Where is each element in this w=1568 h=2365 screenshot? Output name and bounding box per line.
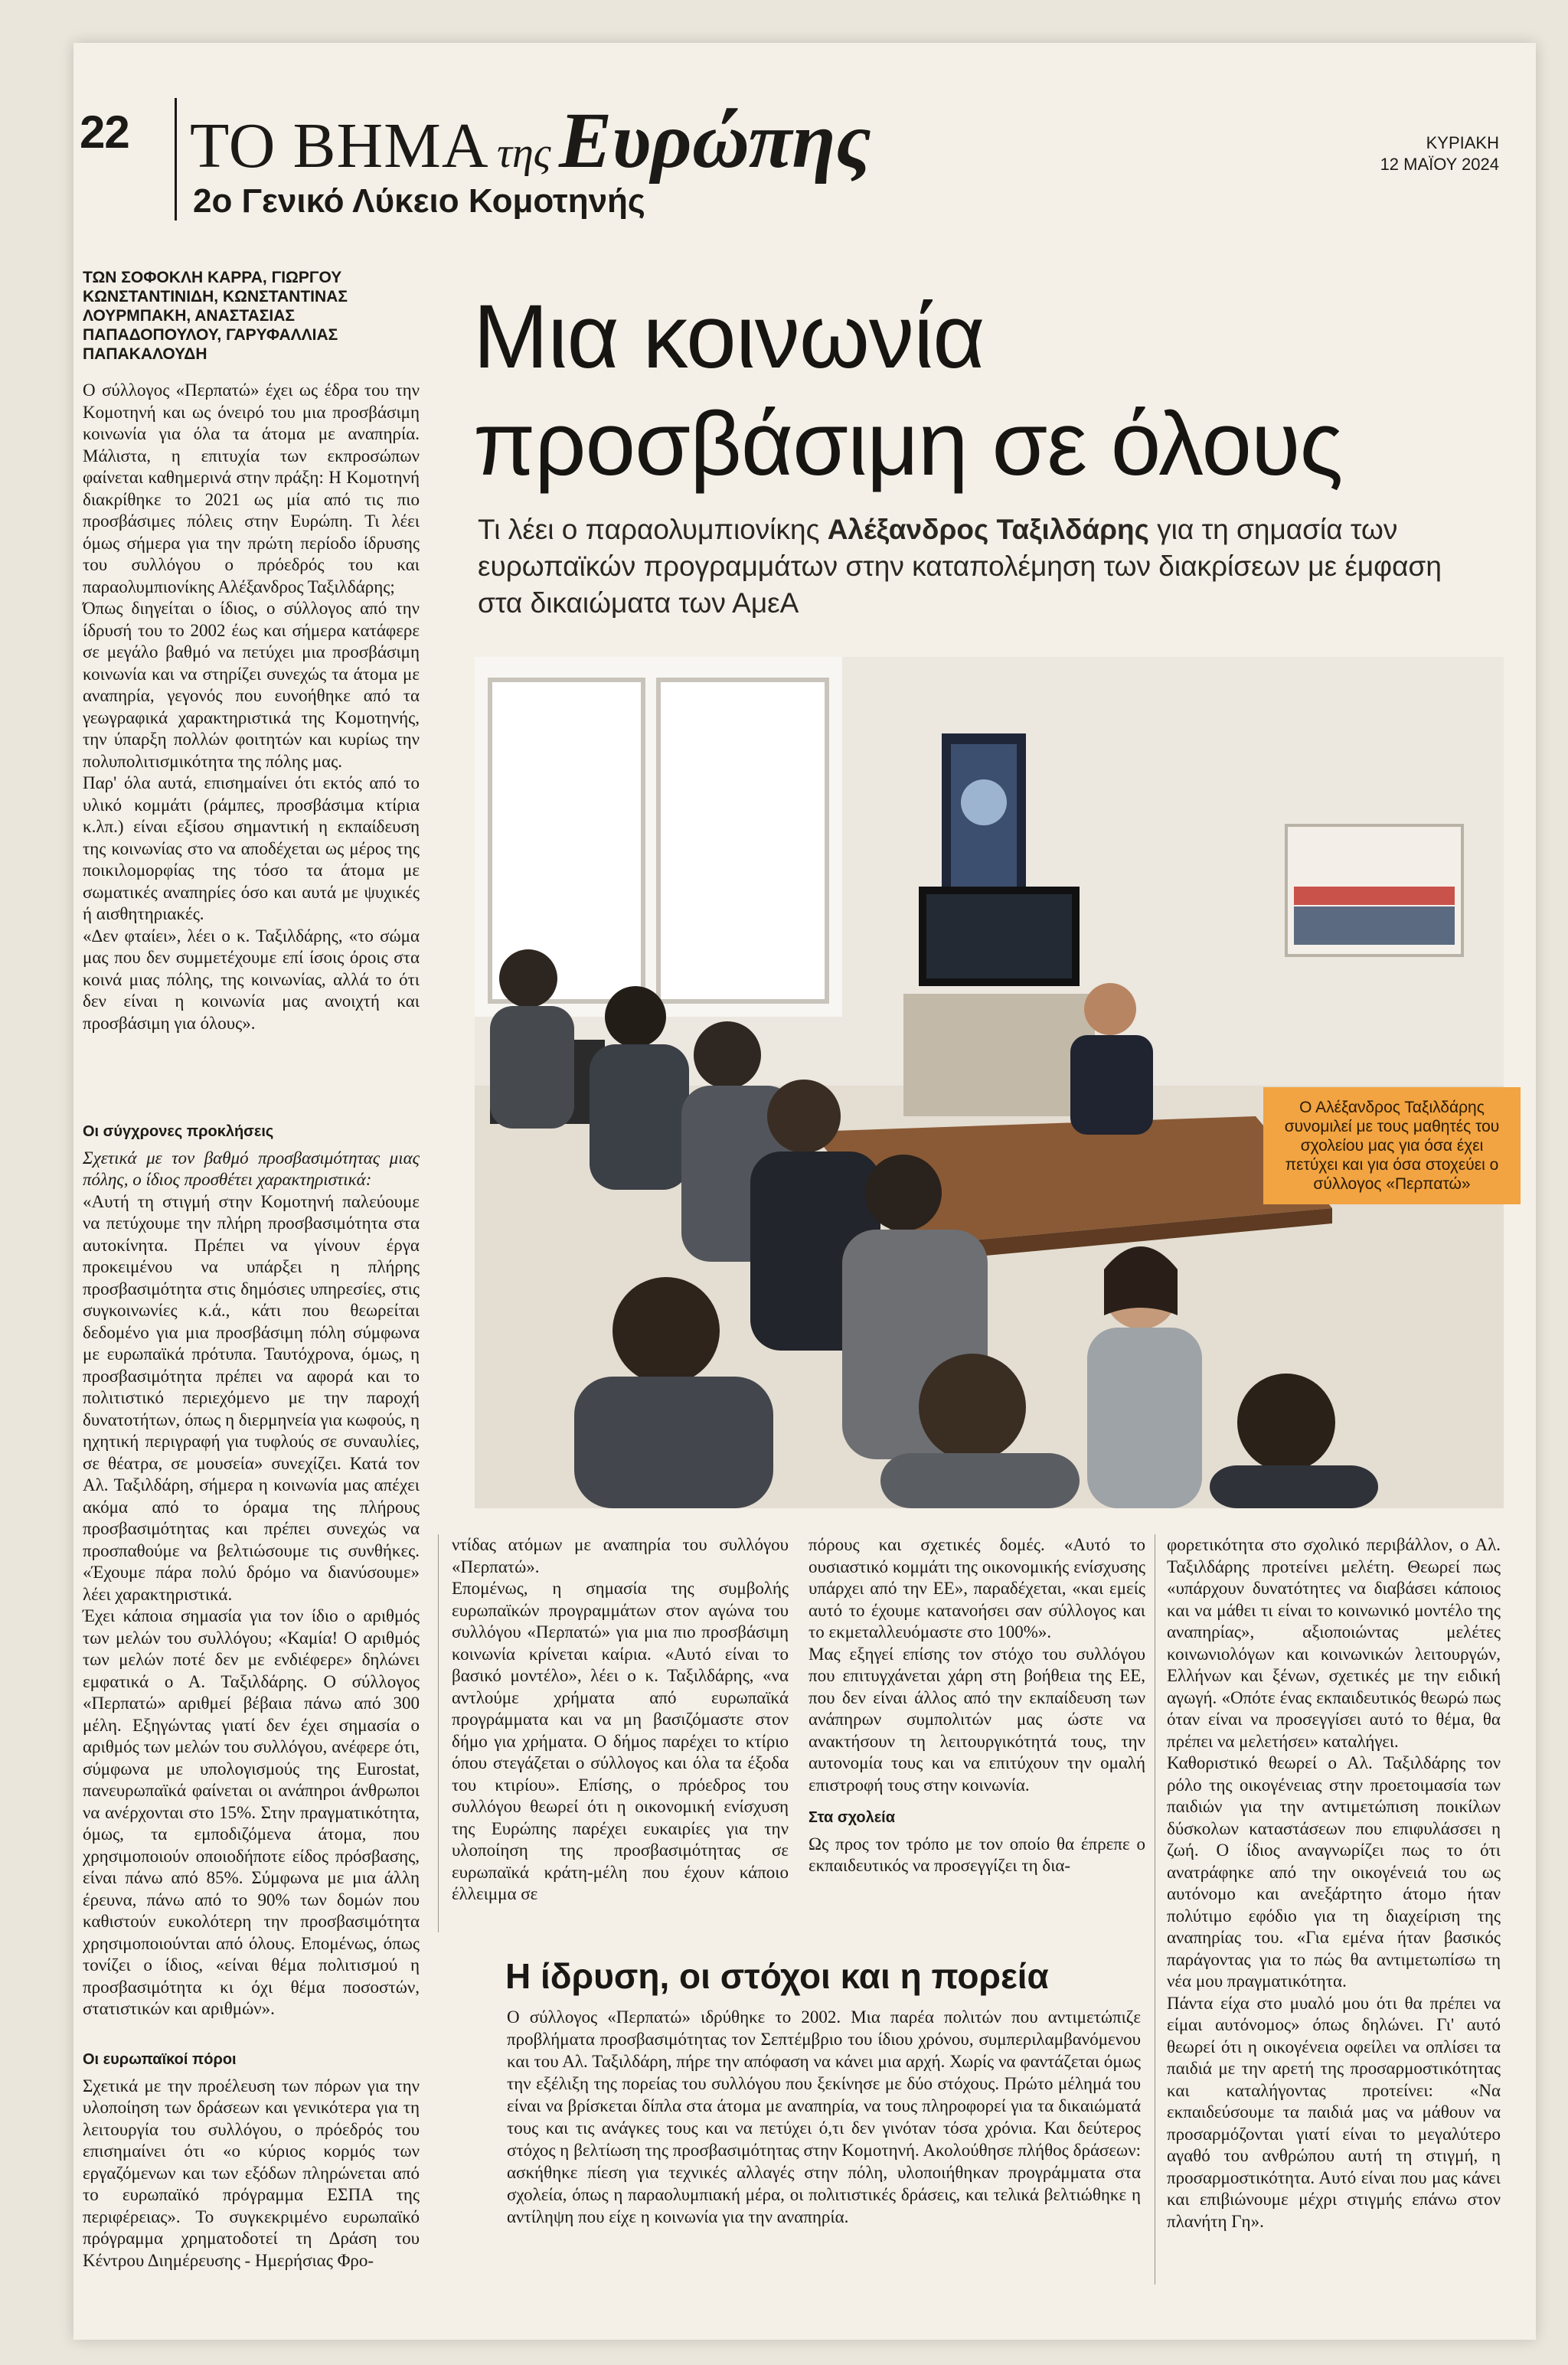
column-1-bottom [83,2038,420,2272]
headline-line1: Μια κοινωνία [473,286,985,387]
subheading-challenges: Οι σύγχρονες προκλήσεις [83,1123,274,1140]
paragraph: ντίδας ατόμων με αναπηρία του συλλόγου «Περπατώ». [452,1535,789,1576]
headline [473,283,1423,498]
subhead [478,511,1442,622]
paragraph: Επομένως, η σημασία της συμβολής ευρωπαϊκών προγραμμάτων στον αγώνα του συλλόγου «Περπατώ» για μια πιο προσβάσιμη κοινωνία κρίνεται καίρια. «Αυτό είναι το βασικό μοντέλο», λέει ο κ. Ταξιλδάρης, «να αντλούμε χρήματα από ευρωπαϊκά προγράμματα και να μη βασιζόμαστε στον δήμο για χρήματα. Ο δήμος παρέχει το κτίριο όπου στεγάζεται ο σύλλογος και όλα τα έξοδα του κτιρίου». Επίσης, ο πρόεδρος του συλλόγου θεωρεί ότι η οικονομική ενίσχυση της Ευρώπης παρέχει ευκαιρίες για την υλοποίηση της προσβασιμότητας σε ευρωπαϊκά κράτη-μέλη που έχουν κάποιο έλλειμμα σε [452,1579,789,1903]
paragraph: «Δεν φταίει», λέει ο κ. Ταξιλδάρης, «το σώμα μας που δεν συμμετέχουμε επί ίσοις όροις στα κοινά μιας πόλης, της κοινωνίας, αλλά το ότι δεν είναι η κοινωνία μας ανοιχτή και προσβάσιμη για όλους». [83,926,420,1033]
masthead-part2: της [496,129,551,177]
box-body: Ο σύλλογος «Περπατώ» ιδρύθηκε το 2002. Μια παρέα πολιτών που αντιμετώπιζε προβλήματα προσβασιμότητας τον Σεπτέμβριο του ίδιου χρόνου, συμπεριλαμβανόμενου και του Αλ. Ταξιλδάρη, πήρε την απόφαση να κάνει μια αρχή. Χωρίς να φαντάζεται όμως την εξέλιξη της πορείας του συλλόγου που ξεκίνησε με δύο στόχους. Πρώτο μέλημά του είναι να βρίσκεται δίπλα στα άτομα με αναπηρία, να τους πληροφορεί για τα δικαιώματά τους και τις ανάγκες τους και να πετύχει ό,τι δεν γινόταν τόσα χρόνια. Και δεύτερος στόχος η βελτίωση της προσβασιμότητας στην Κομοτηνή. Ακολούθησε πλήθος δράσεων: ασκήθηκε πίεση για τεχνικές αλλαγές στην πόλη, υλοποιήθηκαν προγράμματα στα σχολεία, όπως η παραολυμπιακή μέρα, οι πολιτιστικές δράσεις, και τελικά βελτιώθηκε η αντίληψη που είχε η κοινωνία για την αναπηρία. [507,2007,1141,2226]
headline-line2: προσβάσιμη σε όλους [473,394,1343,495]
column-divider [438,1534,439,1932]
subheading-schools: Στα σχολεία [808,1809,896,1826]
paragraph: «Αυτή τη στιγμή στην Κομοτηνή παλεύουμε να πετύχουμε την πλήρη προσβασιμότητα στα αυτοκίνητα. Πρέπει να γίνουν έργα προκειμένου να υπάρξει η πλήρης προσβασιμότητα στις δημόσιες υπηρεσίες, στις συγκοινωνίες κ.ά., κάτι που θεωρείται δεδομένο για μια προσβάσιμη πόλη σύμφωνα με ευρωπαϊκά πρότυπα. Ταυτόχρονα, όμως, η προσβασιμότητα πρέπει να αφορά και το πολιτιστικό περιεχόμενο με την παροχή δυνατοτήτων, όπως η διερμηνεία για κωφούς, η ηχητική περιγραφή για τυφλούς σε συναυλίες, σε θέατρα, σε μουσεία» συνεχίζει. Κατά τον Αλ. Ταξιλδάρη, σήμερα η κοινωνία μας απέχει ακόμα από το όραμα της πλήρους προσβασιμότητας και πρέπει συνεχώς να προσπαθούμε να βελτιώσουμε τις συνθήκες. «Έχουμε πάρα πολύ δρόμο να διανύσουμε» λέει χαρακτηριστικά. [83,1191,420,1604]
subhead-post: για τη σημασία των ευρωπαϊκών προγραμμάτων στην καταπολέμηση των διακρίσεων με έμφαση στα δικαιώματα των ΑμεΑ [478,514,1442,619]
paragraph: Καθοριστικό θεωρεί ο Αλ. Ταξιλδάρης τον ρόλο της οικογένειας στην προετοιμασία των παιδιών για την αντιμετώπιση ποικίλων δύσκολων καταστάσεων που επιφυλάσσει η ζωή. Ο ίδιος αναγνωρίζει πως το ότι ανατράφηκε από την οικογένειά του ως αυτόνομο και ανεξάρτητο άτομο ήταν πολύτιμο εφόδιο για τη διαχείριση της αναπηρίας του. «Για εμένα ήταν βασικός παράγοντας για το πώς θα αντιμετωπίσω τη νέα μου πραγματικότητα. [1167,1753,1501,1991]
paragraph: Έχει κάποια σημασία για τον ίδιο ο αριθμός των μελών του συλλόγου; «Καμία! Ο αριθμός των μελών ποτέ δεν με ενδιέφερε» δηλώνει εμφατικά ο Α. Ταξιλδάρης. Ο σύλλογος «Περπατώ» αριθμεί βέβαια πάνω από 300 μέλη. Εξηγώντας γιατί δεν έχει σημασία ο αριθμός των μελών του συλλόγου, ανέφερε ότι, σύμφωνα με υπολογισμούς της Eurostat, πανευρωπαϊκά φαίνεται οι ανάπηροι άνθρωποι να ανέρχονται στο 15%. Στην πραγματικότητα, όμως, τα εμποδιζόμενα άτομα, που χρησιμοποιούν οποιοδήποτε είδος πρόσβασης, είναι πάνω από 85%. Σύμφωνα με μια άλλη έρευνα, πάνω από το 90% των δομών που καθιστούν ευκολότερη την προσβασιμότητα χρησιμοποιούνται από όλους. Επομένως, όπως τονίζει ο ίδιος, «είναι θέμα πολιτισμού η προσβασιμότητα κι όχι θέμα ποσοστών, στατιστικών και αριθμών». [83,1606,420,2018]
issue-day: ΚΥΡΙΑΚΗ [1426,133,1499,152]
subhead-name: Αλέξανδρος Ταξιλδάρης [827,514,1149,545]
paragraph: πόρους και σχετικές δομές. «Αυτό το ουσιαστικό κομμάτι της οικονομικής ενίσχυσης υπάρχει από την ΕΕ», παραδέχεται, «και εμείς αυτό το έχουμε κατανοήσει σαν σύλλογος και το εκμεταλλευόμαστε στο 100%». [808,1535,1145,1641]
masthead-part1: ΤΟ ΒΗΜΑ [190,110,489,181]
paragraph: φορετικότητα στο σχολικό περιβάλλον, ο Αλ. Ταξιλδάρης προτείνει μελέτη. Θεωρεί πως «υπάρχουν δυνατότητες να διαβάσει κάποιος και να μάθει τι είναι το κοινωνικό μοντέλο της αναπηρίας», αξιοποιώντας μελέτες κοινωνιολόγων και κοινωνικών λειτουργών, Ελλήνων και ξένων, σχετικές με την ειδική αγωγή. «Οπότε ένας εκπαιδευτικός θεωρώ πως όταν είναι να προσεγγίσει αυτό το θέμα, θα πρέπει να μελετήσει» καταλήγει. [1167,1535,1501,1751]
page-number: 22 [80,106,129,158]
classroom-photo-illustration [475,657,1504,1508]
paragraph: Ως προς τον τρόπο με τον οποίο θα έπρεπε ο εκπαιδευτικός να προσεγγίζει τη δια- [808,1834,1145,1875]
paragraph: Μας εξηγεί επίσης τον στόχο του συλλόγου που επιτυγχάνεται χάρη στη βοήθεια της ΕΕ, που δεν είναι άλλος από την εκπαίδευση των ανάπηρων συμπολιτών μας ώστε να ανακτήσουν τη λειτουργικότητά τους, την αυτονομία τους και να επιτύχουν την ομαλή επιστροφή τους στην κοινωνία. [808,1644,1145,1795]
masthead [190,95,871,186]
paragraph-lead: Σχετικά με τον βαθμό προσβασιμότητας μιας πόλης, ο ίδιος προσθέτει χαρακτηριστικά: [83,1148,420,1189]
paragraph: Πάντα είχα στο μυαλό μου ότι θα πρέπει να είμαι αυτόνομος» όπως δηλώνει. Γι' αυτό θεωρεί ότι η οικογένεια οφείλει να οπλίσει τα παιδιά με την αρετή της προσαρμοστικότητας και καταλήγοντας προτείνει: «Να εκπαιδεύσουμε τα παιδιά μας να μάθουν να προσαρμόζονται γιατί είναι το μεγαλύτερο αγαθό του ανθρώπου αυτή τη στιγμή, η προσαρμοστικότητα. Αυτό είναι που μας κάνει και επιβιώνουμε μέχρι στιγμής επάνω στον πλανήτη Γη». [1167,1993,1501,2231]
paragraph: Σχετικά με την προέλευση των πόρων για την υλοποίηση των δράσεων και γενικότερα για τη λειτουργία του συλλόγου, ο πρόεδρός του επισημαίνει ότι «ο κύριος κορμός των εργαζόμενων και των εξόδων πληρώνεται από το ευρωπαϊκό πρόγραμμα ΕΣΠΑ της περιφέρειας». Το συγκεκριμένο ευρωπαϊκό πρόγραμμα χρηματοδοτεί τη Δράση του Κέντρου Διημέρευσης - Ημερήσιας Φρο- [83,2076,420,2270]
box-headline: Η ίδρυση, οι στόχοι και η πορεία [505,1956,1049,1996]
column-3 [808,1534,1145,1877]
subheading-resources: Οι ευρωπαϊκοί πόροι [83,2051,237,2068]
column-1-middle [83,1110,420,2020]
issue-date: 12 ΜΑΪΟΥ 2024 [1380,155,1499,174]
byline: ΤΩΝ ΣΟΦΟΚΛΗ ΚΑΡΡΑ, ΓΙΩΡΓΟΥ ΚΩΝΣΤΑΝΤΙΝΙΔΗ, ΚΩΝΣΤΑΝΤΙΝΑΣ ΛΟΥΡΜΠΑΚΗ, ΑΝΑΣΤΑΣΙΑΣ ΠΑΠΑΔΟΠΟΥΛΟΥ, ΓΑΡΥΦΑΛΛΙΑΣ ΠΑΠΑΚΑΛΟΥΔΗ [83,269,348,363]
column-4 [1167,1534,1501,2233]
section-name: 2ο Γενικό Λύκειο Κομοτηνής [193,182,645,220]
article-photo [475,657,1504,1508]
subhead-pre: Τι λέει ο παραολυμπιονίκης [478,514,820,545]
masthead-part3: Ευρώπης [558,96,871,185]
paragraph: Ο σύλλογος «Περπατώ» έχει ως έδρα του την Κομοτηνή και ως όνειρό του μια προσβάσιμη κοινωνία για όλα τα άτομα με αναπηρία. Μάλιστα, η επιτυχία των εκπροσώπων φαίνεται καθημερινά στην πράξη: Η Κομοτηνή διακρίθηκε το 2021 ως μία από τις πιο προσβάσιμες πόλεις στην Ευρώπη. Τι λέει όμως σήμερα για την πρώτη περίοδο ίδρυσης του συλλόγου ο πρόεδρός του και παραολυμπιονίκης Αλέξανδρος Ταξιλδάρης; [83,381,420,596]
column-1-top [83,380,420,1034]
photo-caption: Ο Αλέξανδρος Ταξιλδάρης συνομιλεί με τους μαθητές του σχολείου μας για όσα έχει πετύχει και για όσα στοχεύει ο σύλλογος «Περπατώ» [1263,1087,1521,1204]
column-2 [452,1534,789,1906]
header-divider [175,98,177,220]
paragraph: Όπως διηγείται ο ίδιος, ο σύλλογος από την ίδρυσή του το 2002 έως και σήμερα κατάφερε σε μεγάλο βαθμό να πετύχει μια προσβάσιμη κοινωνία και να στηρίζει συνεχώς τα άτομα με αναπηρία, γεγονός που ευνοήθηκε από τα γεωγραφικά χαρακτηριστικά της Κομοτηνής, την ύπαρξη πολλών φοιτητών και κυρίως την πολυπολιτισμικότητα της πόλης μας. [83,599,420,771]
paragraph: Παρ' όλα αυτά, επισημαίνει ότι εκτός από το υλικό κομμάτι (ράμπες, προσβάσιμα κτίρια κ.λπ.) είναι εξίσου σημαντική η εκπαίδευση της κοινωνίας στο να αποδέχεται ως μέρος της ποικιλομορφίας της τόσο τα άτομα με σωματικές αναπηρίες όσο και αυτά με ψυχικές ή αισθητηριακές. [83,773,420,923]
